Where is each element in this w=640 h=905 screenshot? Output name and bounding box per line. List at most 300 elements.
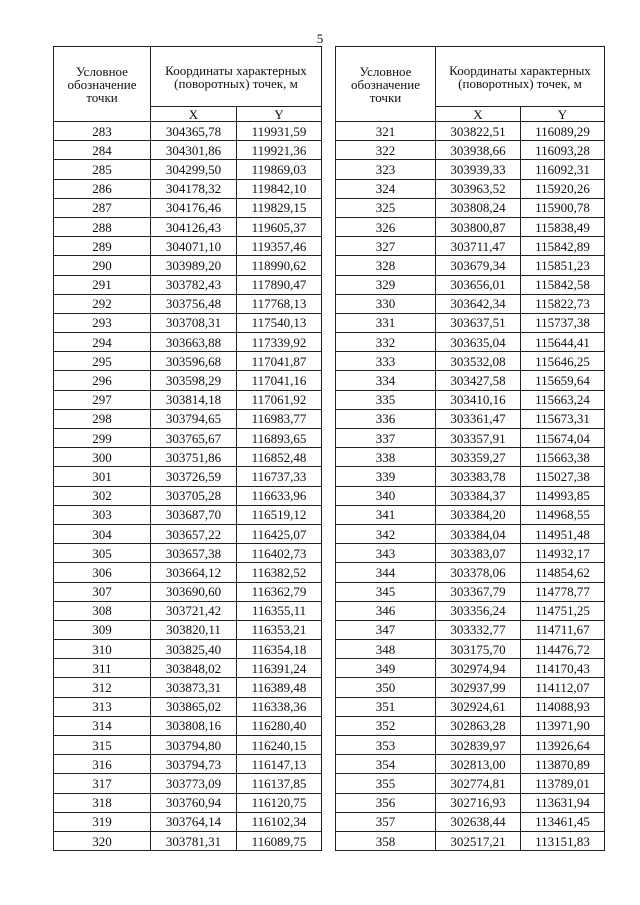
point-id-cell: 290 — [54, 256, 151, 275]
x-coordinate-cell: 303332,77 — [436, 620, 521, 639]
point-id-cell: 330 — [336, 294, 436, 313]
table-row — [336, 294, 605, 313]
table-row — [336, 122, 605, 141]
y-coordinate-cell: 115842,58 — [521, 275, 605, 294]
point-id-cell: 320 — [54, 831, 151, 850]
point-id-cell: 358 — [336, 831, 436, 850]
table-row — [54, 313, 322, 332]
point-id-cell: 317 — [54, 774, 151, 793]
x-coordinate-cell: 303800,87 — [436, 217, 521, 236]
table-row — [336, 409, 605, 428]
y-coordinate-cell: 119357,46 — [237, 237, 322, 256]
y-coordinate-cell: 114951,48 — [521, 524, 605, 543]
y-coordinate-cell: 116852,48 — [237, 448, 322, 467]
table-row — [336, 217, 605, 236]
table-row — [54, 486, 322, 505]
x-coordinate-cell: 303384,20 — [436, 505, 521, 524]
point-id-cell: 313 — [54, 697, 151, 716]
point-id-cell: 325 — [336, 198, 436, 217]
x-coordinate-cell: 303865,02 — [151, 697, 237, 716]
table-row — [336, 352, 605, 371]
y-coordinate-cell: 119869,03 — [237, 160, 322, 179]
table-row — [54, 141, 322, 160]
x-coordinate-cell: 303938,66 — [436, 141, 521, 160]
table-row — [336, 505, 605, 524]
point-id-cell: 300 — [54, 448, 151, 467]
point-id-cell: 285 — [54, 160, 151, 179]
coordinates-header: Координаты характерных (поворотных) точек, м — [151, 47, 322, 107]
x-coordinate-cell: 303822,51 — [436, 122, 521, 141]
x-coordinate-cell: 303359,27 — [436, 448, 521, 467]
point-id-cell: 309 — [54, 620, 151, 639]
y-coordinate-cell: 119931,59 — [237, 122, 322, 141]
point-id-cell: 323 — [336, 160, 436, 179]
y-coordinate-cell: 115674,04 — [521, 429, 605, 448]
x-coordinate-cell: 302937,99 — [436, 678, 521, 697]
y-coordinate-cell: 114088,93 — [521, 697, 605, 716]
point-id-cell: 286 — [54, 179, 151, 198]
y-coordinate-cell: 119842,10 — [237, 179, 322, 198]
table-row — [54, 179, 322, 198]
x-coordinate-cell: 303781,31 — [151, 831, 237, 850]
x-coordinate-cell: 303410,16 — [436, 390, 521, 409]
y-coordinate-cell: 115659,64 — [521, 371, 605, 390]
point-id-cell: 351 — [336, 697, 436, 716]
y-coordinate-cell: 117061,92 — [237, 390, 322, 409]
y-coordinate-cell: 116737,33 — [237, 467, 322, 486]
x-coordinate-cell: 303989,20 — [151, 256, 237, 275]
point-id-cell: 338 — [336, 448, 436, 467]
x-coordinate-cell: 303383,78 — [436, 467, 521, 486]
table-row — [336, 774, 605, 793]
table-row — [336, 582, 605, 601]
table-row — [336, 812, 605, 831]
x-coordinate-cell: 303705,28 — [151, 486, 237, 505]
table-row — [54, 544, 322, 563]
y-coordinate-cell: 116354,18 — [237, 640, 322, 659]
y-coordinate-cell: 114711,67 — [521, 620, 605, 639]
point-id-cell: 348 — [336, 640, 436, 659]
x-coordinate-cell: 303708,31 — [151, 313, 237, 332]
table-row — [336, 160, 605, 179]
x-coordinate-cell: 303384,04 — [436, 524, 521, 543]
point-id-cell: 293 — [54, 313, 151, 332]
point-id-cell: 303 — [54, 505, 151, 524]
point-id-cell: 315 — [54, 736, 151, 755]
y-coordinate-cell: 114112,07 — [521, 678, 605, 697]
y-coordinate-cell: 117339,92 — [237, 333, 322, 352]
table-row — [336, 831, 605, 850]
table-row — [54, 505, 322, 524]
y-coordinate-cell: 115920,26 — [521, 179, 605, 198]
y-coordinate-cell: 116147,13 — [237, 755, 322, 774]
x-coordinate-cell: 303637,51 — [436, 313, 521, 332]
y-coordinate-cell: 117540,13 — [237, 313, 322, 332]
y-coordinate-cell: 115822,73 — [521, 294, 605, 313]
y-coordinate-cell: 114751,25 — [521, 601, 605, 620]
x-coordinate-cell: 303721,42 — [151, 601, 237, 620]
x-coordinate-cell: 302974,94 — [436, 659, 521, 678]
x-coordinate-cell: 302716,93 — [436, 793, 521, 812]
y-coordinate-cell: 114968,55 — [521, 505, 605, 524]
table-row — [54, 755, 322, 774]
point-id-cell: 308 — [54, 601, 151, 620]
point-id-cell: 291 — [54, 275, 151, 294]
x-coordinate-cell: 303751,86 — [151, 448, 237, 467]
x-coordinate-cell: 303794,65 — [151, 409, 237, 428]
y-coordinate-cell: 113631,94 — [521, 793, 605, 812]
y-coordinate-cell: 116893,65 — [237, 429, 322, 448]
x-coordinate-cell: 303773,09 — [151, 774, 237, 793]
x-coordinate-cell: 303873,31 — [151, 678, 237, 697]
point-label-header: Условное обозначение точки — [336, 47, 436, 122]
point-id-cell: 298 — [54, 409, 151, 428]
x-coordinate-cell: 303642,34 — [436, 294, 521, 313]
y-coordinate-cell: 116362,79 — [237, 582, 322, 601]
point-id-cell: 337 — [336, 429, 436, 448]
y-coordinate-cell: 116089,75 — [237, 831, 322, 850]
x-coordinate-cell: 302638,44 — [436, 812, 521, 831]
x-coordinate-cell: 303782,43 — [151, 275, 237, 294]
table-row — [336, 313, 605, 332]
x-coordinate-cell: 303635,04 — [436, 333, 521, 352]
table-row — [336, 141, 605, 160]
y-coordinate-cell: 116137,85 — [237, 774, 322, 793]
y-coordinate-cell: 116983,77 — [237, 409, 322, 428]
point-id-cell: 296 — [54, 371, 151, 390]
table-row — [336, 275, 605, 294]
x-coordinate-cell: 303939,33 — [436, 160, 521, 179]
y-coordinate-cell: 116389,48 — [237, 678, 322, 697]
table-row — [54, 352, 322, 371]
y-coordinate-cell: 115737,38 — [521, 313, 605, 332]
table-row — [336, 371, 605, 390]
table-row — [54, 217, 322, 236]
y-coordinate-cell: 116280,40 — [237, 716, 322, 735]
table-row — [54, 697, 322, 716]
y-coordinate-cell: 116391,24 — [237, 659, 322, 678]
table-row — [54, 275, 322, 294]
point-id-cell: 289 — [54, 237, 151, 256]
y-coordinate-cell: 116353,21 — [237, 620, 322, 639]
y-coordinate-cell: 115900,78 — [521, 198, 605, 217]
point-id-cell: 311 — [54, 659, 151, 678]
y-column-header: Y — [237, 107, 322, 122]
y-coordinate-cell: 116093,28 — [521, 141, 605, 160]
y-coordinate-cell: 119829,15 — [237, 198, 322, 217]
x-coordinate-cell: 303598,29 — [151, 371, 237, 390]
y-coordinate-cell: 115838,49 — [521, 217, 605, 236]
point-id-cell: 318 — [54, 793, 151, 812]
y-coordinate-cell: 113971,90 — [521, 716, 605, 735]
x-coordinate-cell: 303690,60 — [151, 582, 237, 601]
point-id-cell: 328 — [336, 256, 436, 275]
x-coordinate-cell: 304365,78 — [151, 122, 237, 141]
table-row — [336, 179, 605, 198]
table-row — [336, 237, 605, 256]
table-row — [54, 640, 322, 659]
y-coordinate-cell: 113461,45 — [521, 812, 605, 831]
coordinates-table-left — [53, 46, 322, 851]
table-row — [54, 294, 322, 313]
table-row — [54, 409, 322, 428]
point-id-cell: 357 — [336, 812, 436, 831]
point-id-cell: 341 — [336, 505, 436, 524]
y-coordinate-cell: 116355,11 — [237, 601, 322, 620]
table-row — [336, 793, 605, 812]
point-id-cell: 353 — [336, 736, 436, 755]
point-id-cell: 334 — [336, 371, 436, 390]
y-coordinate-cell: 119921,36 — [237, 141, 322, 160]
table-row — [336, 448, 605, 467]
y-coordinate-cell: 117041,16 — [237, 371, 322, 390]
point-id-cell: 347 — [336, 620, 436, 639]
x-coordinate-cell: 303963,52 — [436, 179, 521, 198]
table-row — [54, 390, 322, 409]
y-coordinate-cell: 113926,64 — [521, 736, 605, 755]
table-row — [336, 736, 605, 755]
x-coordinate-cell: 302839,97 — [436, 736, 521, 755]
x-coordinate-cell: 303664,12 — [151, 563, 237, 582]
x-coordinate-cell: 303726,59 — [151, 467, 237, 486]
x-coordinate-cell: 303825,40 — [151, 640, 237, 659]
table-row — [54, 716, 322, 735]
y-coordinate-cell: 116120,75 — [237, 793, 322, 812]
point-id-cell: 329 — [336, 275, 436, 294]
table-row — [54, 256, 322, 275]
table-row — [54, 467, 322, 486]
point-id-cell: 283 — [54, 122, 151, 141]
y-coordinate-cell: 117041,87 — [237, 352, 322, 371]
x-coordinate-cell: 303656,01 — [436, 275, 521, 294]
point-id-cell: 336 — [336, 409, 436, 428]
table-row — [336, 697, 605, 716]
y-coordinate-cell: 113789,01 — [521, 774, 605, 793]
point-id-cell: 352 — [336, 716, 436, 735]
point-id-cell: 297 — [54, 390, 151, 409]
table-row — [54, 524, 322, 543]
x-coordinate-cell: 303687,70 — [151, 505, 237, 524]
x-column-header: X — [151, 107, 237, 122]
x-coordinate-cell: 304301,86 — [151, 141, 237, 160]
y-coordinate-cell: 116519,12 — [237, 505, 322, 524]
table-row — [336, 544, 605, 563]
table-row — [54, 429, 322, 448]
x-coordinate-cell: 303764,14 — [151, 812, 237, 831]
table-row — [336, 198, 605, 217]
x-coordinate-cell: 303711,47 — [436, 237, 521, 256]
y-coordinate-cell: 115673,31 — [521, 409, 605, 428]
table-row — [336, 563, 605, 582]
table-row — [54, 582, 322, 601]
coordinates-table-right — [335, 46, 605, 851]
x-coordinate-cell: 302774,81 — [436, 774, 521, 793]
y-coordinate-cell: 116425,07 — [237, 524, 322, 543]
point-id-cell: 346 — [336, 601, 436, 620]
y-coordinate-cell: 114778,77 — [521, 582, 605, 601]
point-id-cell: 306 — [54, 563, 151, 582]
point-id-cell: 288 — [54, 217, 151, 236]
x-coordinate-cell: 303596,68 — [151, 352, 237, 371]
x-coordinate-cell: 303384,37 — [436, 486, 521, 505]
x-coordinate-cell: 303808,24 — [436, 198, 521, 217]
point-id-cell: 321 — [336, 122, 436, 141]
point-id-cell: 301 — [54, 467, 151, 486]
y-coordinate-cell: 115644,41 — [521, 333, 605, 352]
point-id-cell: 284 — [54, 141, 151, 160]
y-coordinate-cell: 115851,23 — [521, 256, 605, 275]
table-row — [54, 659, 322, 678]
table-row — [336, 716, 605, 735]
x-coordinate-cell: 303532,08 — [436, 352, 521, 371]
point-label-header: Условное обозначение точки — [54, 47, 151, 122]
y-coordinate-cell: 114170,43 — [521, 659, 605, 678]
y-coordinate-cell: 115663,24 — [521, 390, 605, 409]
point-id-cell: 342 — [336, 524, 436, 543]
table-row — [336, 524, 605, 543]
point-id-cell: 307 — [54, 582, 151, 601]
point-id-cell: 356 — [336, 793, 436, 812]
x-coordinate-cell: 303808,16 — [151, 716, 237, 735]
table-row — [54, 237, 322, 256]
y-coordinate-cell: 115027,38 — [521, 467, 605, 486]
point-id-cell: 350 — [336, 678, 436, 697]
table-row — [54, 448, 322, 467]
table-row — [54, 160, 322, 179]
point-id-cell: 294 — [54, 333, 151, 352]
point-id-cell: 354 — [336, 755, 436, 774]
table-body — [336, 122, 605, 851]
y-coordinate-cell: 116338,36 — [237, 697, 322, 716]
x-coordinate-cell: 302863,28 — [436, 716, 521, 735]
point-id-cell: 355 — [336, 774, 436, 793]
y-coordinate-cell: 113870,89 — [521, 755, 605, 774]
x-coordinate-cell: 303814,18 — [151, 390, 237, 409]
x-coordinate-cell: 303378,06 — [436, 563, 521, 582]
point-id-cell: 319 — [54, 812, 151, 831]
point-id-cell: 332 — [336, 333, 436, 352]
table-row — [54, 736, 322, 755]
table-row — [54, 774, 322, 793]
y-coordinate-cell: 115646,25 — [521, 352, 605, 371]
table-row — [336, 467, 605, 486]
point-id-cell: 339 — [336, 467, 436, 486]
table-row — [54, 620, 322, 639]
point-id-cell: 316 — [54, 755, 151, 774]
y-coordinate-cell: 114854,62 — [521, 563, 605, 582]
x-column-header: X — [436, 107, 521, 122]
page-number: 5 — [316, 31, 324, 46]
point-id-cell: 314 — [54, 716, 151, 735]
x-coordinate-cell: 303383,07 — [436, 544, 521, 563]
point-id-cell: 292 — [54, 294, 151, 313]
x-coordinate-cell: 303756,48 — [151, 294, 237, 313]
x-coordinate-cell: 304299,50 — [151, 160, 237, 179]
table-row — [336, 429, 605, 448]
y-coordinate-cell: 116092,31 — [521, 160, 605, 179]
y-coordinate-cell: 116089,29 — [521, 122, 605, 141]
table-row — [54, 793, 322, 812]
point-id-cell: 304 — [54, 524, 151, 543]
x-coordinate-cell: 303679,34 — [436, 256, 521, 275]
point-id-cell: 295 — [54, 352, 151, 371]
y-coordinate-cell: 114993,85 — [521, 486, 605, 505]
x-coordinate-cell: 303794,73 — [151, 755, 237, 774]
point-id-cell: 333 — [336, 352, 436, 371]
table-row — [336, 256, 605, 275]
point-id-cell: 299 — [54, 429, 151, 448]
y-coordinate-cell: 119605,37 — [237, 217, 322, 236]
point-id-cell: 345 — [336, 582, 436, 601]
y-column-header: Y — [521, 107, 605, 122]
table-row — [336, 620, 605, 639]
x-coordinate-cell: 304178,32 — [151, 179, 237, 198]
table-row — [54, 812, 322, 831]
table-row — [54, 371, 322, 390]
table-row — [54, 563, 322, 582]
point-id-cell: 335 — [336, 390, 436, 409]
x-coordinate-cell: 303760,94 — [151, 793, 237, 812]
table-row — [336, 755, 605, 774]
point-id-cell: 344 — [336, 563, 436, 582]
x-coordinate-cell: 303765,67 — [151, 429, 237, 448]
y-coordinate-cell: 117890,47 — [237, 275, 322, 294]
y-coordinate-cell: 117768,13 — [237, 294, 322, 313]
point-id-cell: 343 — [336, 544, 436, 563]
y-coordinate-cell: 115842,89 — [521, 237, 605, 256]
point-id-cell: 310 — [54, 640, 151, 659]
point-id-cell: 326 — [336, 217, 436, 236]
table-row — [336, 640, 605, 659]
point-id-cell: 322 — [336, 141, 436, 160]
y-coordinate-cell: 116382,52 — [237, 563, 322, 582]
x-coordinate-cell: 303427,58 — [436, 371, 521, 390]
x-coordinate-cell: 303361,47 — [436, 409, 521, 428]
y-coordinate-cell: 116633,96 — [237, 486, 322, 505]
x-coordinate-cell: 302813,00 — [436, 755, 521, 774]
y-coordinate-cell: 116402,73 — [237, 544, 322, 563]
y-coordinate-cell: 114932,17 — [521, 544, 605, 563]
x-coordinate-cell: 303357,91 — [436, 429, 521, 448]
y-coordinate-cell: 118990,62 — [237, 256, 322, 275]
x-coordinate-cell: 303820,11 — [151, 620, 237, 639]
point-id-cell: 331 — [336, 313, 436, 332]
table-row — [336, 601, 605, 620]
x-coordinate-cell: 302924,61 — [436, 697, 521, 716]
x-coordinate-cell: 303794,80 — [151, 736, 237, 755]
table-row — [54, 678, 322, 697]
x-coordinate-cell: 304126,43 — [151, 217, 237, 236]
point-id-cell: 340 — [336, 486, 436, 505]
x-coordinate-cell: 302517,21 — [436, 831, 521, 850]
table-row — [54, 831, 322, 850]
point-id-cell: 324 — [336, 179, 436, 198]
table-row — [54, 601, 322, 620]
x-coordinate-cell: 304176,46 — [151, 198, 237, 217]
table-row — [54, 333, 322, 352]
table-row — [336, 678, 605, 697]
x-coordinate-cell: 303657,22 — [151, 524, 237, 543]
y-coordinate-cell: 116102,34 — [237, 812, 322, 831]
table-row — [336, 659, 605, 678]
y-coordinate-cell: 115663,38 — [521, 448, 605, 467]
x-coordinate-cell: 303367,79 — [436, 582, 521, 601]
point-id-cell: 349 — [336, 659, 436, 678]
table-row — [336, 486, 605, 505]
x-coordinate-cell: 303356,24 — [436, 601, 521, 620]
x-coordinate-cell: 304071,10 — [151, 237, 237, 256]
point-id-cell: 302 — [54, 486, 151, 505]
